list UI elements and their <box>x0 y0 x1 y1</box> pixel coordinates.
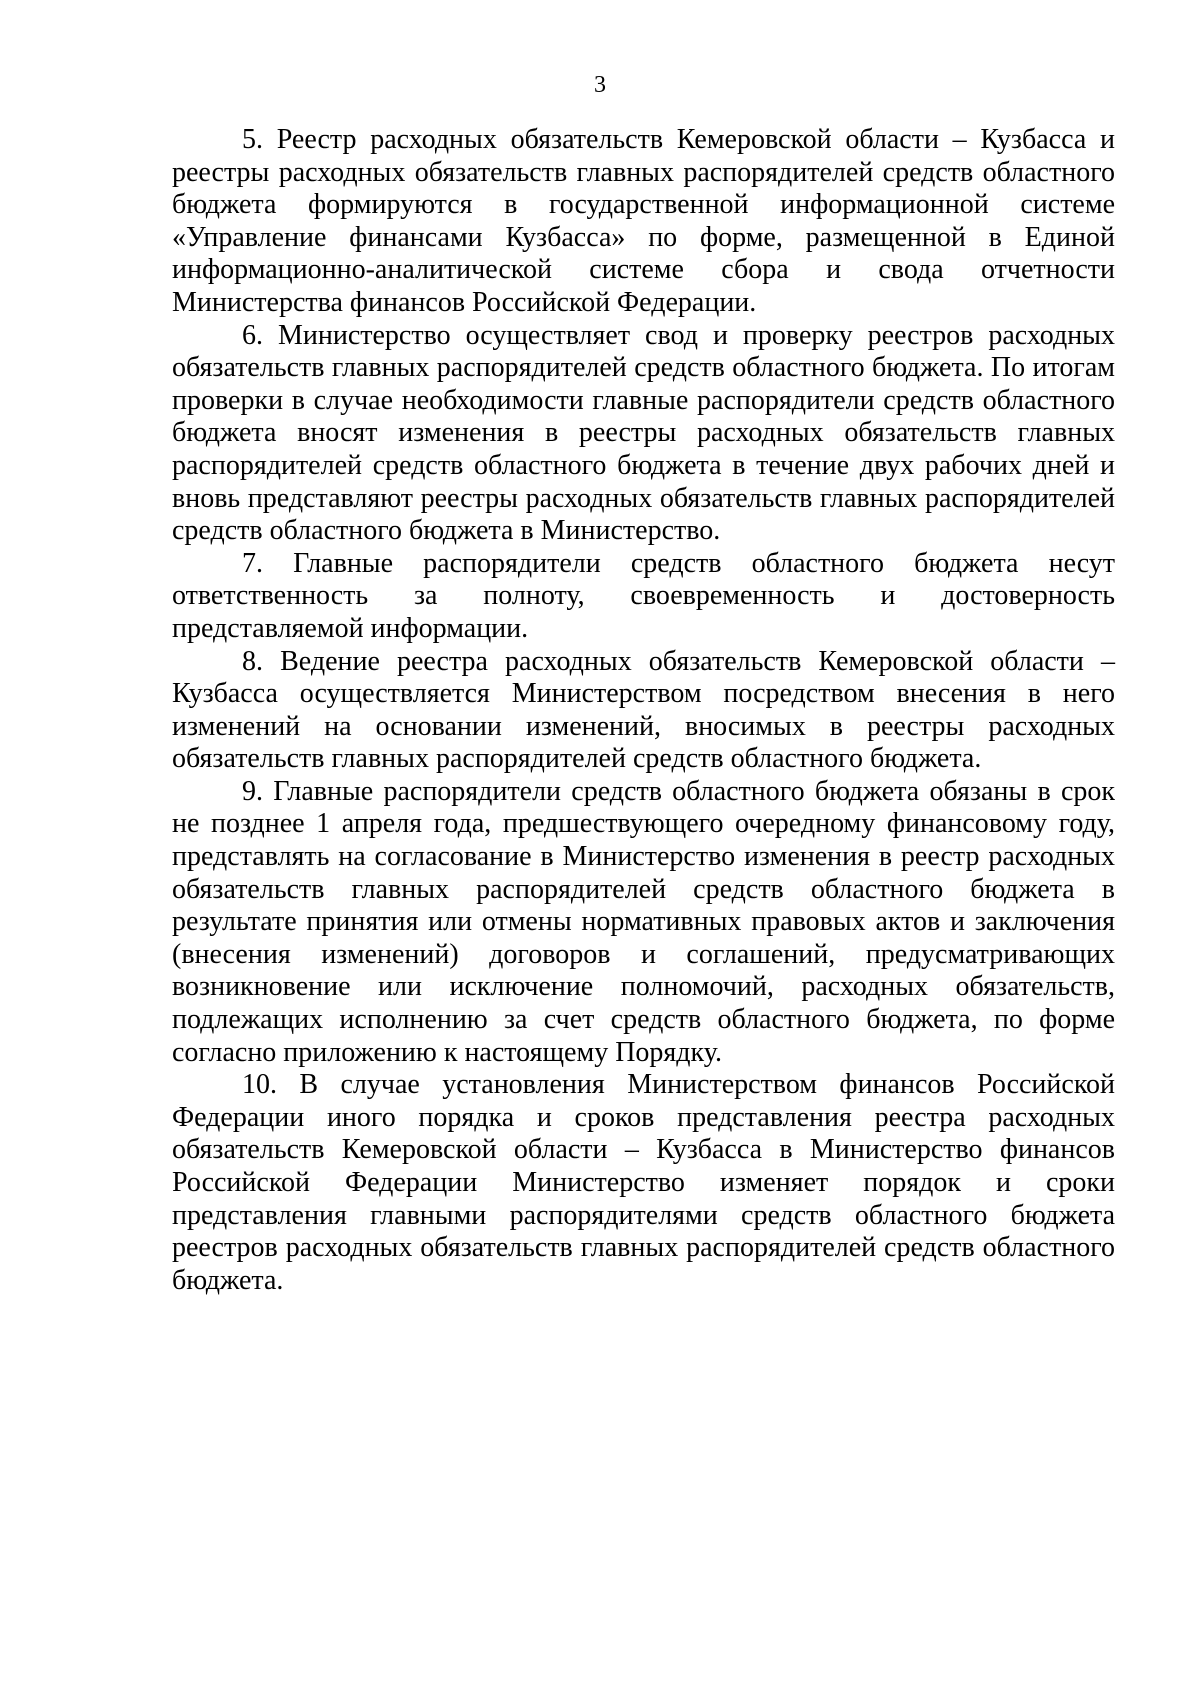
page-number: 3 <box>594 72 606 98</box>
document-body <box>172 124 1115 1297</box>
paragraph-5: 5. Реестр расходных обязательств Кемеровской области – Кузбасса и реестры расходных обязательств главных распорядителей средств областного бюджета формируются в государственной информационной системе «Управление финансами Кузбасса» по форме, размещенной в Единой информационно-аналитической системе сбора и свода отчетности Министерства финансов Российской Федерации. <box>172 124 1115 318</box>
paragraph-7: 7. Главные распорядители средств областного бюджета несут ответственность за полноту, своевременность и достоверность представляемой информации. <box>172 547 1115 644</box>
paragraph-8: 8. Ведение реестра расходных обязательств Кемеровской области – Кузбасса осуществляется Министерством посредством внесения в него изменений на основании изменений, вносимых в реестры расходных обязательств главных распорядителей средств областного бюджета. <box>172 645 1115 775</box>
paragraph-9: 9. Главные распорядители средств областного бюджета обязаны в срок не позднее 1 апреля года, предшествующего очередному финансовому году, представлять на согласование в Министерство изменения в реестр расходных обязательств главных распорядителей средств областного бюджета в результате принятия или отмены нормативных правовых актов и заключения (внесения изменений) договоров и соглашений, предусматривающих возникновение или исключение полномочий, расходных обязательств, подлежащих исполнению за счет средств областного бюджета, по форме согласно приложению к настоящему Порядку. <box>172 775 1115 1068</box>
paragraph-10: 10. В случае установления Министерством финансов Российской Федерации иного порядка и сроков представления реестра расходных обязательств Кемеровской области – Кузбасса в Министерство финансов Российской Федерации Министерство изменяет порядок и сроки представления главными распорядителями средств областного бюджета реестров расходных обязательств главных распорядителей средств областного бюджета. <box>172 1069 1115 1296</box>
paragraph-6: 6. Министерство осуществляет свод и проверку реестров расходных обязательств главных распорядителей средств областного бюджета. По итогам проверки в случае необходимости главные распорядители средств областного бюджета вносят изменения в реестры расходных обязательств главных распорядителей средств областного бюджета в течение двух рабочих дней и вновь представляют реестры расходных обязательств главных распорядителей средств областного бюджета в Министерство. <box>172 319 1115 547</box>
